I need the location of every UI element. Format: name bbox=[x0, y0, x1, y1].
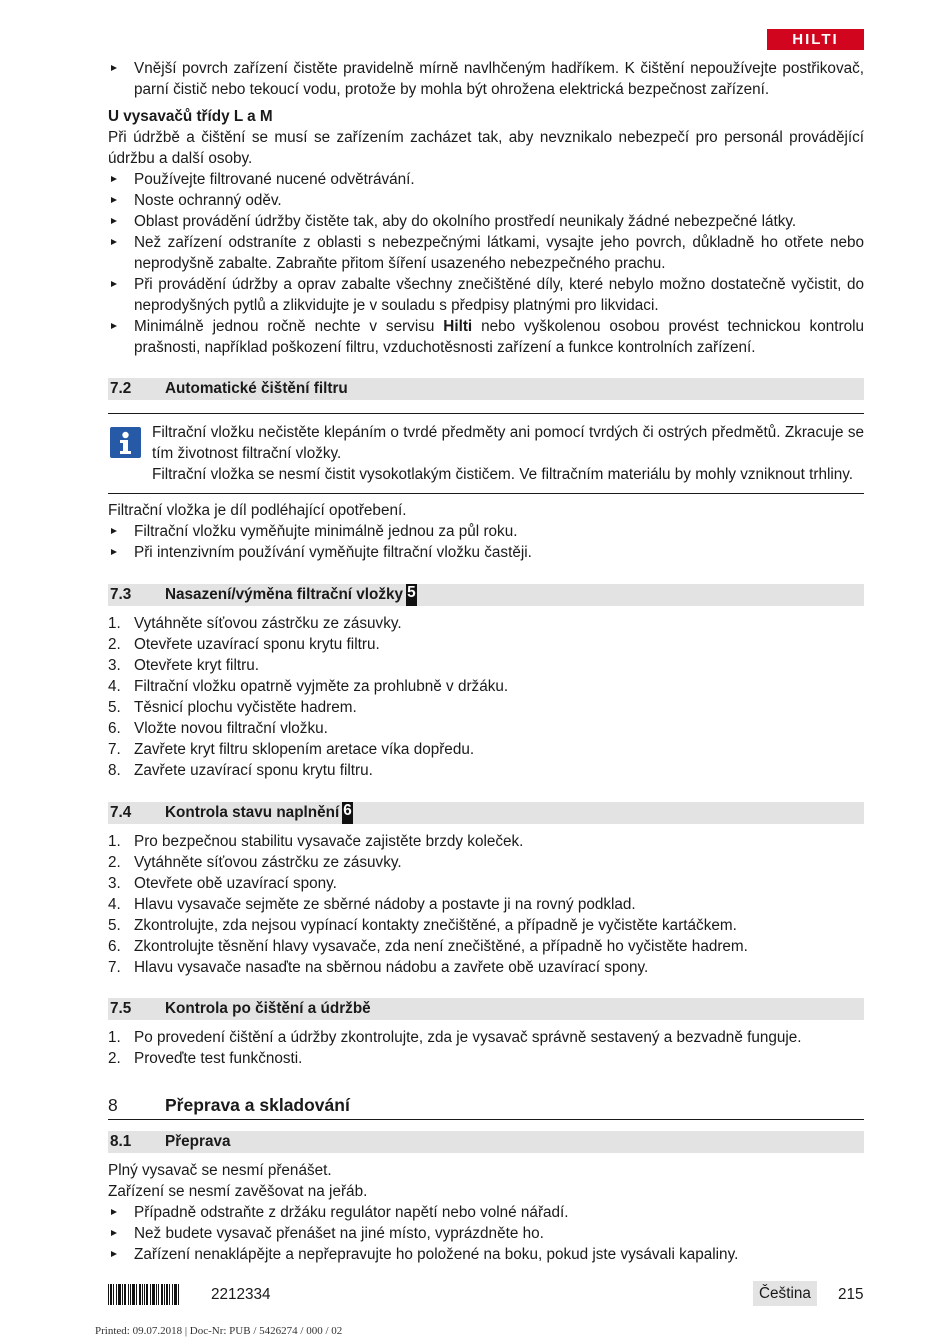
paragraph: Při údržbě a čištění se musí se zařízením zacházet tak, aby nevznikalo nebezpečí pro personál provádějící údržbu a další osoby. bbox=[108, 129, 864, 167]
list-item: 1. Pro bezpečnou stabilitu vysavače zajistěte brzdy koleček. bbox=[108, 833, 524, 850]
info-icon bbox=[110, 427, 141, 458]
list-item: Noste ochranný oděv. bbox=[108, 190, 864, 211]
note-text: Filtrační vložka se nesmí čistit vysokotlakým čističem. Ve filtračním materiálu by mohly vzniknout trhliny. bbox=[152, 466, 854, 483]
list-item: Oblast provádění údržby čistěte tak, aby do okolního prostředí neunikaly žádné nebezpečné látky. bbox=[108, 211, 864, 232]
list-item: 2. Otevřete uzavírací sponu krytu filtru. bbox=[108, 636, 380, 653]
subheading: U vysavačů třídy L a M bbox=[108, 108, 273, 125]
list-item: 6. Zkontrolujte těsnění hlavy vysavače, zda není znečištěné, a případně ho vyčistěte hadrem. bbox=[108, 938, 748, 955]
print-info: Printed: 09.07.2018 | Doc-Nr: PUB / 5426274 / 000 / 02 bbox=[95, 1325, 343, 1337]
figure-reference: 5 bbox=[406, 584, 417, 606]
list-item: 4. Filtrační vložku opatrně vyjměte za prohlubně v držáku. bbox=[108, 678, 509, 695]
section-heading-7-5: 7.5 Kontrola po čištění a údržbě bbox=[108, 998, 864, 1020]
info-note bbox=[108, 413, 864, 494]
list-item: 8. Zavřete uzavírací sponu krytu filtru. bbox=[108, 762, 373, 779]
list-item: 3. Otevřete kryt filtru. bbox=[108, 657, 259, 674]
steps-list bbox=[108, 613, 864, 781]
list-item: 6. Vložte novou filtrační vložku. bbox=[108, 720, 328, 737]
section-heading-7-4: 7.4 Kontrola stavu naplnění 6 bbox=[108, 802, 864, 824]
section-heading-8-1: 8.1 Přeprava bbox=[108, 1131, 864, 1153]
list-item: Případně odstraňte z držáku regulátor napětí nebo volné nářadí. bbox=[108, 1202, 864, 1223]
list-item: Při provádění údržby a oprav zabalte všechny znečištěné díly, které nebylo možno dostatečně vyčistit, do neprodyšných pytlů a zlikvidujte je v souladu s předpisy platnými pro likvidaci. bbox=[108, 274, 864, 316]
language-label: Čeština bbox=[753, 1281, 817, 1306]
figure-reference: 6 bbox=[342, 802, 353, 824]
brand-name: Hilti bbox=[443, 318, 473, 335]
list-item: 2. Vytáhněte síťovou zástrčku ze zásuvky. bbox=[108, 854, 402, 871]
list-item: Zařízení nenaklápějte a nepřepravujte ho položené na boku, pokud jste vysávali kapaliny. bbox=[108, 1244, 864, 1265]
document-number: 2212334 bbox=[211, 1286, 271, 1303]
list-item: 3. Otevřete obě uzavírací spony. bbox=[108, 875, 337, 892]
list-item: Než zařízení odstraníte z oblasti s nebezpečnými látkami, vysajte jeho povrch, důkladně ho otřete nebo neprodyšně zabalte. Zabraňte přitom šíření usazeného nebezpečného prachu. bbox=[108, 232, 864, 274]
steps-list bbox=[108, 1027, 864, 1069]
page-content bbox=[108, 58, 864, 1265]
chapter-heading-8: 8 Přeprava a skladování bbox=[108, 1094, 864, 1120]
list-item: 5. Zkontrolujte, zda nejsou vypínací kontakty znečištěné, a případně je vyčistěte kartáčkem. bbox=[108, 917, 737, 934]
note-text: Filtrační vložku nečistěte klepáním o tvrdé předměty ani pomocí tvrdých či ostrých předmětů. Zkracuje se tím životnost filtrační vložky. bbox=[152, 424, 864, 462]
list-item: Než budete vysavač přenášet na jiné místo, vyprázdněte ho. bbox=[108, 1223, 864, 1244]
list-item: 5. Těsnicí plochu vyčistěte hadrem. bbox=[108, 699, 357, 716]
list-item: 4. Hlavu vysavače sejměte ze sběrné nádoby a postavte ji na rovný podklad. bbox=[108, 896, 636, 913]
hilti-logo: HILTI bbox=[767, 29, 864, 50]
list-item: Při intenzivním používání vyměňujte filtrační vložku častěji. bbox=[108, 542, 864, 563]
list-item: Vnější povrch zařízení čistěte pravidelně mírně navlhčeným hadříkem. K čištění nepoužívejte postřikovač, parní čistič nebo tekoucí vodu, protože by mohla být ohrožena elektrická bezpečnost zařízení. bbox=[108, 58, 864, 100]
paragraph: Zařízení se nesmí zavěšovat na jeřáb. bbox=[108, 1183, 368, 1200]
barcode-icon bbox=[108, 1284, 192, 1305]
section-heading-7-3: 7.3 Nasazení/výměna filtrační vložky 5 bbox=[108, 584, 864, 606]
page-number: 215 bbox=[838, 1286, 864, 1303]
list-item: 7. Hlavu vysavače nasaďte na sběrnou nádobu a zavřete obě uzavírací spony. bbox=[108, 959, 649, 976]
page-footer bbox=[108, 1283, 864, 1307]
section-heading-7-2: 7.2 Automatické čištění filtru bbox=[108, 378, 864, 400]
list-item: 1. Po provedení čištění a údržby zkontrolujte, zda je vysavač správně sestavený a bezvadně funguje. bbox=[108, 1029, 802, 1046]
list-item: 1. Vytáhněte síťovou zástrčku ze zásuvky. bbox=[108, 615, 402, 632]
list-item: Filtrační vložku vyměňujte minimálně jednou za půl roku. bbox=[108, 521, 864, 542]
list-item: 7. Zavřete kryt filtru sklopením aretace víka dopředu. bbox=[108, 741, 475, 758]
list-item: Používejte filtrované nucené odvětrávání. bbox=[108, 169, 864, 190]
list-item: 2. Proveďte test funkčnosti. bbox=[108, 1050, 303, 1067]
paragraph: Plný vysavač se nesmí přenášet. bbox=[108, 1162, 332, 1179]
paragraph: Filtrační vložka je díl podléhající opotřebení. bbox=[108, 502, 407, 519]
list-item: Minimálně jednou ročně nechte v servisu Hilti nebo vyškolenou osobou provést technickou kontrolu prašnosti, například poškození filtru, vzduchotěsnosti zařízení a funkce kontrolních zařízení. bbox=[108, 316, 864, 358]
steps-list bbox=[108, 831, 864, 978]
